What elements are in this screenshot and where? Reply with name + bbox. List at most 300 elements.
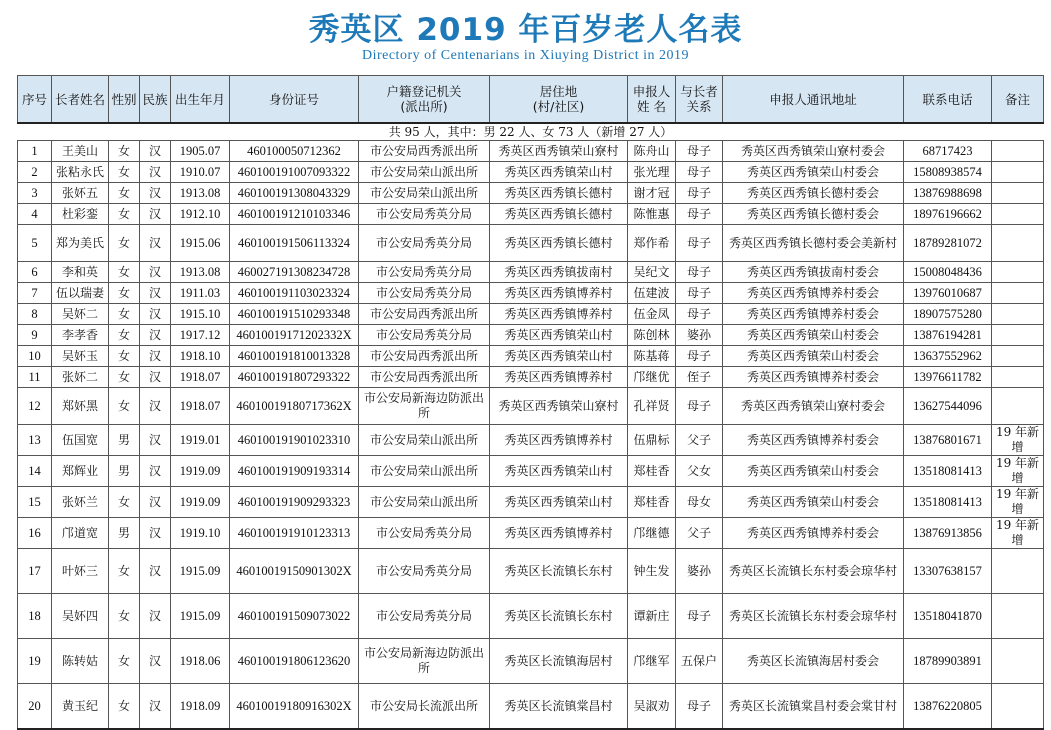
cell-phone: 15808938574: [904, 162, 992, 183]
cell-address: 秀英区西秀镇荣山村委会: [723, 346, 904, 367]
cell-applicant: 陈创林: [628, 325, 676, 346]
cell-applicant: 谢才冠: [628, 183, 676, 204]
cell-relation: 母子: [676, 183, 723, 204]
cell-relation: 母子: [676, 346, 723, 367]
cell-relation: 五保户: [676, 639, 723, 684]
cell-id: 460100191308043329: [230, 183, 359, 204]
cell-note: [992, 346, 1044, 367]
cell-residence: 秀英区西秀镇长德村: [490, 225, 628, 262]
cell-applicant: 陈舟山: [628, 141, 676, 162]
cell-name: 郑妚黑: [52, 388, 109, 425]
table-row: [18, 388, 1044, 425]
cell-gender: 女: [109, 283, 140, 304]
table-row: [18, 183, 1044, 204]
table-row: [18, 204, 1044, 225]
cell-registry: 市公安局秀英分局: [359, 325, 490, 346]
table-row: [18, 162, 1044, 183]
cell-phone: 13976010687: [904, 283, 992, 304]
cell-registry: 市公安局秀英分局: [359, 262, 490, 283]
cell-residence: 秀英区西秀镇长德村: [490, 204, 628, 225]
cell-applicant: 张光理: [628, 162, 676, 183]
cell-name: 张妚五: [52, 183, 109, 204]
table-row: [18, 639, 1044, 684]
cell-no: 3: [18, 183, 52, 204]
cell-relation: 母子: [676, 304, 723, 325]
cell-applicant: 吴纪文: [628, 262, 676, 283]
cell-no: 17: [18, 549, 52, 594]
cell-applicant: 谭新庄: [628, 594, 676, 639]
cell-residence: 秀英区长流镇海居村: [490, 639, 628, 684]
cell-no: 15: [18, 487, 52, 518]
cell-address: 秀英区西秀镇博养村委会: [723, 283, 904, 304]
cell-address: 秀英区西秀镇荣山村委会: [723, 162, 904, 183]
cell-registry: 市公安局新海边防派出所: [359, 388, 490, 425]
table-row: [18, 346, 1044, 367]
cell-residence: 秀英区西秀镇荣山村: [490, 325, 628, 346]
cell-name: 邝道宽: [52, 518, 109, 549]
header-registry: [359, 76, 490, 124]
cell-ethnicity: 汉: [140, 304, 171, 325]
cell-relation: 母女: [676, 487, 723, 518]
table-row: [18, 456, 1044, 487]
cell-phone: 13637552962: [904, 346, 992, 367]
table-row: [18, 594, 1044, 639]
summary-text: 共 95 人，其中：男 22 人、女 73 人（新增 27 人）: [18, 123, 1044, 141]
cell-name: 李和英: [52, 262, 109, 283]
cell-no: 7: [18, 283, 52, 304]
cell-applicant: 陈基蒋: [628, 346, 676, 367]
cell-id: 460100050712362: [230, 141, 359, 162]
cell-no: 18: [18, 594, 52, 639]
cell-relation: 母子: [676, 684, 723, 730]
header-applicant-line1: 申报人: [632, 84, 671, 99]
header-residence-line2: (村/社区): [532, 99, 585, 114]
cell-gender: 女: [109, 346, 140, 367]
cell-ethnicity: 汉: [140, 684, 171, 730]
cell-address: 秀英区长流镇海居村委会: [723, 639, 904, 684]
table-row: [18, 225, 1044, 262]
table-row: [18, 141, 1044, 162]
cell-gender: 女: [109, 162, 140, 183]
cell-birth: 1918.10: [171, 346, 230, 367]
cell-id: 460100191007093322: [230, 162, 359, 183]
cell-id: 460100191807293322: [230, 367, 359, 388]
cell-id: 460100191103023324: [230, 283, 359, 304]
cell-gender: 女: [109, 639, 140, 684]
cell-residence: 秀英区西秀镇荣山寮村: [490, 388, 628, 425]
cell-ethnicity: 汉: [140, 283, 171, 304]
cell-gender: 女: [109, 262, 140, 283]
cell-ethnicity: 汉: [140, 594, 171, 639]
cell-phone: 13876913856: [904, 518, 992, 549]
cell-id: 460100191506113324: [230, 225, 359, 262]
cell-registry: 市公安局荣山派出所: [359, 456, 490, 487]
cell-registry: 市公安局西秀派出所: [359, 346, 490, 367]
cell-name: 吴妚二: [52, 304, 109, 325]
cell-id: 460027191308234728: [230, 262, 359, 283]
cell-residence: 秀英区西秀镇博养村: [490, 304, 628, 325]
cell-birth: 1915.06: [171, 225, 230, 262]
cell-birth: 1915.09: [171, 594, 230, 639]
cell-phone: 13627544096: [904, 388, 992, 425]
cell-address: 秀英区西秀镇博养村委会: [723, 518, 904, 549]
cell-phone: 13518081413: [904, 456, 992, 487]
table-row: [18, 425, 1044, 456]
header-residence: [490, 76, 628, 124]
cell-phone: 68717423: [904, 141, 992, 162]
cell-no: 4: [18, 204, 52, 225]
header-relation-line1: 与长者: [680, 84, 718, 99]
cell-no: 19: [18, 639, 52, 684]
cell-phone: 13876220805: [904, 684, 992, 730]
cell-phone: 18976196662: [904, 204, 992, 225]
cell-no: 5: [18, 225, 52, 262]
cell-birth: 1918.06: [171, 639, 230, 684]
cell-note: [992, 162, 1044, 183]
cell-no: 16: [18, 518, 52, 549]
cell-phone: 18789903891: [904, 639, 992, 684]
cell-id: 46010019150901302X: [230, 549, 359, 594]
cell-name: 王美山: [52, 141, 109, 162]
cell-address: 秀英区西秀镇博养村委会: [723, 367, 904, 388]
cell-name: 张粘永氏: [52, 162, 109, 183]
cell-address: 秀英区西秀镇博养村委会: [723, 304, 904, 325]
cell-relation: 母子: [676, 594, 723, 639]
cell-birth: 1919.09: [171, 456, 230, 487]
cell-phone: 13518041870: [904, 594, 992, 639]
header-gender: 性别: [109, 76, 140, 124]
cell-gender: 女: [109, 487, 140, 518]
table-row: [18, 549, 1044, 594]
cell-registry: 市公安局新海边防派出所: [359, 639, 490, 684]
header-applicant-line2: 姓 名: [637, 99, 666, 114]
cell-id: 460100191901023310: [230, 425, 359, 456]
cell-note: [992, 639, 1044, 684]
cell-note: [992, 388, 1044, 425]
cell-address: 秀英区西秀镇荣山村委会: [723, 325, 904, 346]
cell-relation: 婆孙: [676, 325, 723, 346]
cell-address: 秀英区西秀镇荣山村委会: [723, 456, 904, 487]
cell-note: [992, 225, 1044, 262]
cell-residence: 秀英区西秀镇博养村: [490, 367, 628, 388]
cell-no: 12: [18, 388, 52, 425]
cell-residence: 秀英区西秀镇荣山村: [490, 162, 628, 183]
cell-id: 460100191909293323: [230, 487, 359, 518]
cell-note: [992, 141, 1044, 162]
cell-phone: 13876194281: [904, 325, 992, 346]
cell-relation: 母子: [676, 225, 723, 262]
cell-ethnicity: 汉: [140, 225, 171, 262]
cell-phone: 13976611782: [904, 367, 992, 388]
cell-birth: 1918.09: [171, 684, 230, 730]
header-registry-line1: 户籍登记机关: [386, 84, 462, 99]
cell-relation: 母子: [676, 141, 723, 162]
cell-ethnicity: 汉: [140, 425, 171, 456]
cell-ethnicity: 汉: [140, 162, 171, 183]
cell-residence: 秀英区西秀镇长德村: [490, 183, 628, 204]
cell-note: [992, 262, 1044, 283]
cell-relation: 侄子: [676, 367, 723, 388]
cell-registry: 市公安局秀英分局: [359, 204, 490, 225]
cell-id: 460100191909193314: [230, 456, 359, 487]
table-row: [18, 262, 1044, 283]
header-applicant: [628, 76, 676, 124]
cell-phone: 15008048436: [904, 262, 992, 283]
cell-gender: 女: [109, 549, 140, 594]
cell-note: [992, 549, 1044, 594]
cell-applicant: 邝继德: [628, 518, 676, 549]
cell-phone: 13307638157: [904, 549, 992, 594]
cell-ethnicity: 汉: [140, 518, 171, 549]
cell-name: 张妚二: [52, 367, 109, 388]
cell-address: 秀英区西秀镇荣山村委会: [723, 487, 904, 518]
cell-birth: 1910.07: [171, 162, 230, 183]
cell-residence: 秀英区西秀镇荣山村: [490, 487, 628, 518]
cell-applicant: 钟生发: [628, 549, 676, 594]
cell-birth: 1913.08: [171, 262, 230, 283]
cell-residence: 秀英区西秀镇博养村: [490, 283, 628, 304]
cell-residence: 秀英区西秀镇博养村: [490, 518, 628, 549]
cell-applicant: 伍建波: [628, 283, 676, 304]
cell-id: 460100191806123620: [230, 639, 359, 684]
cell-registry: 市公安局秀英分局: [359, 518, 490, 549]
cell-name: 张妚兰: [52, 487, 109, 518]
cell-name: 陈转姑: [52, 639, 109, 684]
cell-applicant: 邝继优: [628, 367, 676, 388]
cell-gender: 男: [109, 518, 140, 549]
header-note: 备注: [992, 76, 1044, 124]
cell-phone: 13876801671: [904, 425, 992, 456]
cell-registry: 市公安局荣山派出所: [359, 487, 490, 518]
cell-note: 19 年新增: [992, 425, 1044, 456]
header-id: 身份证号: [230, 76, 359, 124]
cell-ethnicity: 汉: [140, 141, 171, 162]
cell-name: 郑为美氏: [52, 225, 109, 262]
cell-gender: 女: [109, 204, 140, 225]
cell-address: 秀英区长流镇长东村委会琼华村: [723, 594, 904, 639]
table-row: [18, 304, 1044, 325]
cell-gender: 女: [109, 141, 140, 162]
cell-residence: 秀英区西秀镇荣山寮村: [490, 141, 628, 162]
cell-ethnicity: 汉: [140, 204, 171, 225]
cell-ethnicity: 汉: [140, 639, 171, 684]
cell-address: 秀英区西秀镇长德村委会美新村: [723, 225, 904, 262]
cell-gender: 女: [109, 388, 140, 425]
cell-relation: 母子: [676, 162, 723, 183]
cell-ethnicity: 汉: [140, 262, 171, 283]
table-row: [18, 367, 1044, 388]
cell-id: 46010019180916302X: [230, 684, 359, 730]
cell-no: 13: [18, 425, 52, 456]
cell-note: 19 年新增: [992, 487, 1044, 518]
cell-residence: 秀英区长流镇长东村: [490, 594, 628, 639]
cell-gender: 男: [109, 425, 140, 456]
cell-relation: 父子: [676, 425, 723, 456]
cell-id: 460100191509073022: [230, 594, 359, 639]
header-registry-line2: (派出所): [400, 99, 448, 114]
cell-relation: 母子: [676, 388, 723, 425]
cell-note: [992, 304, 1044, 325]
cell-birth: 1919.01: [171, 425, 230, 456]
cell-relation: 母子: [676, 262, 723, 283]
cell-applicant: 伍金凤: [628, 304, 676, 325]
cell-address: 秀英区西秀镇荣山寮村委会: [723, 388, 904, 425]
cell-address: 秀英区西秀镇长德村委会: [723, 183, 904, 204]
cell-note: [992, 283, 1044, 304]
summary-row: [18, 123, 1044, 141]
cell-applicant: 陈惟惠: [628, 204, 676, 225]
cell-residence: 秀英区长流镇长东村: [490, 549, 628, 594]
cell-applicant: 郑作希: [628, 225, 676, 262]
cell-birth: 1919.10: [171, 518, 230, 549]
cell-residence: 秀英区西秀镇荣山村: [490, 456, 628, 487]
cell-no: 6: [18, 262, 52, 283]
cell-registry: 市公安局秀英分局: [359, 283, 490, 304]
cell-id: 46010019171202332X: [230, 325, 359, 346]
cell-note: [992, 325, 1044, 346]
cell-note: [992, 204, 1044, 225]
cell-phone: 13518081413: [904, 487, 992, 518]
cell-no: 20: [18, 684, 52, 730]
table-header-row: [18, 76, 1044, 124]
cell-no: 14: [18, 456, 52, 487]
cell-relation: 母子: [676, 204, 723, 225]
cell-registry: 市公安局荣山派出所: [359, 162, 490, 183]
cell-residence: 秀英区长流镇棠昌村: [490, 684, 628, 730]
cell-gender: 女: [109, 225, 140, 262]
cell-birth: 1913.08: [171, 183, 230, 204]
cell-applicant: 郑桂香: [628, 456, 676, 487]
cell-id: 460100191910123313: [230, 518, 359, 549]
header-no: 序号: [18, 76, 52, 124]
cell-address: 秀英区西秀镇长德村委会: [723, 204, 904, 225]
cell-address: 秀英区西秀镇博养村委会: [723, 425, 904, 456]
cell-relation: 婆孙: [676, 549, 723, 594]
centenarian-table: [17, 75, 1044, 730]
cell-no: 8: [18, 304, 52, 325]
cell-no: 9: [18, 325, 52, 346]
cell-registry: 市公安局西秀派出所: [359, 367, 490, 388]
cell-gender: 女: [109, 304, 140, 325]
cell-id: 46010019180717362X: [230, 388, 359, 425]
cell-birth: 1917.12: [171, 325, 230, 346]
cell-registry: 市公安局秀英分局: [359, 594, 490, 639]
table-row: [18, 325, 1044, 346]
cell-address: 秀英区长流镇棠昌村委会棠甘村: [723, 684, 904, 730]
cell-name: 伍国宽: [52, 425, 109, 456]
cell-phone: 18907575280: [904, 304, 992, 325]
cell-registry: 市公安局长流派出所: [359, 684, 490, 730]
header-relation-line2: 关系: [686, 99, 712, 114]
cell-registry: 市公安局西秀派出所: [359, 141, 490, 162]
cell-ethnicity: 汉: [140, 183, 171, 204]
header-birth: 出生年月: [171, 76, 230, 124]
header-residence-line1: 居住地: [539, 84, 578, 99]
cell-id: 460100191510293348: [230, 304, 359, 325]
cell-gender: 男: [109, 456, 140, 487]
cell-birth: 1911.03: [171, 283, 230, 304]
table-row: [18, 283, 1044, 304]
cell-phone: 13876988698: [904, 183, 992, 204]
cell-residence: 秀英区西秀镇拔南村: [490, 262, 628, 283]
cell-gender: 女: [109, 183, 140, 204]
cell-ethnicity: 汉: [140, 549, 171, 594]
cell-gender: 女: [109, 325, 140, 346]
cell-residence: 秀英区西秀镇荣山村: [490, 346, 628, 367]
cell-residence: 秀英区西秀镇博养村: [490, 425, 628, 456]
cell-name: 叶妚三: [52, 549, 109, 594]
page-subtitle: Directory of Centenarians in Xiuying District in 2019: [361, 48, 690, 63]
cell-ethnicity: 汉: [140, 325, 171, 346]
cell-birth: 1912.10: [171, 204, 230, 225]
cell-gender: 女: [109, 684, 140, 730]
cell-applicant: 孔祥贤: [628, 388, 676, 425]
cell-no: 1: [18, 141, 52, 162]
cell-name: 黄玉纪: [52, 684, 109, 730]
cell-note: 19 年新增: [992, 518, 1044, 549]
cell-gender: 女: [109, 594, 140, 639]
cell-name: 吴妚四: [52, 594, 109, 639]
cell-note: [992, 183, 1044, 204]
header-relation: [676, 76, 723, 124]
cell-ethnicity: 汉: [140, 388, 171, 425]
cell-id: 460100191210103346: [230, 204, 359, 225]
header-name: 长者姓名: [52, 76, 109, 124]
cell-note: 19 年新增: [992, 456, 1044, 487]
cell-ethnicity: 汉: [140, 456, 171, 487]
cell-name: 李孝香: [52, 325, 109, 346]
cell-note: [992, 594, 1044, 639]
page-title: 秀英区 2019 年百岁老人名表: [308, 12, 743, 48]
cell-address: 秀英区长流镇长东村委会琼华村: [723, 549, 904, 594]
cell-applicant: 吴淑劝: [628, 684, 676, 730]
cell-address: 秀英区西秀镇荣山寮村委会: [723, 141, 904, 162]
cell-name: 郑辉业: [52, 456, 109, 487]
cell-applicant: 邝继军: [628, 639, 676, 684]
cell-no: 2: [18, 162, 52, 183]
cell-birth: 1918.07: [171, 367, 230, 388]
cell-ethnicity: 汉: [140, 367, 171, 388]
cell-note: [992, 684, 1044, 730]
cell-birth: 1915.10: [171, 304, 230, 325]
cell-relation: 母子: [676, 283, 723, 304]
cell-no: 10: [18, 346, 52, 367]
cell-birth: 1919.09: [171, 487, 230, 518]
cell-relation: 父女: [676, 456, 723, 487]
table-row: [18, 518, 1044, 549]
cell-name: 杜彩銮: [52, 204, 109, 225]
cell-registry: 市公安局西秀派出所: [359, 304, 490, 325]
table-row: [18, 487, 1044, 518]
cell-ethnicity: 汉: [140, 346, 171, 367]
table-row: [18, 684, 1044, 730]
header-phone: 联系电话: [904, 76, 992, 124]
cell-phone: 18789281072: [904, 225, 992, 262]
cell-relation: 父子: [676, 518, 723, 549]
cell-id: 460100191810013328: [230, 346, 359, 367]
cell-applicant: 郑桂香: [628, 487, 676, 518]
cell-name: 吴妚玉: [52, 346, 109, 367]
cell-birth: 1905.07: [171, 141, 230, 162]
cell-no: 11: [18, 367, 52, 388]
header-address: 申报人通讯地址: [723, 76, 904, 124]
cell-address: 秀英区西秀镇拔南村委会: [723, 262, 904, 283]
cell-note: [992, 367, 1044, 388]
cell-registry: 市公安局荣山派出所: [359, 425, 490, 456]
cell-gender: 女: [109, 367, 140, 388]
cell-ethnicity: 汉: [140, 487, 171, 518]
cell-registry: 市公安局秀英分局: [359, 549, 490, 594]
